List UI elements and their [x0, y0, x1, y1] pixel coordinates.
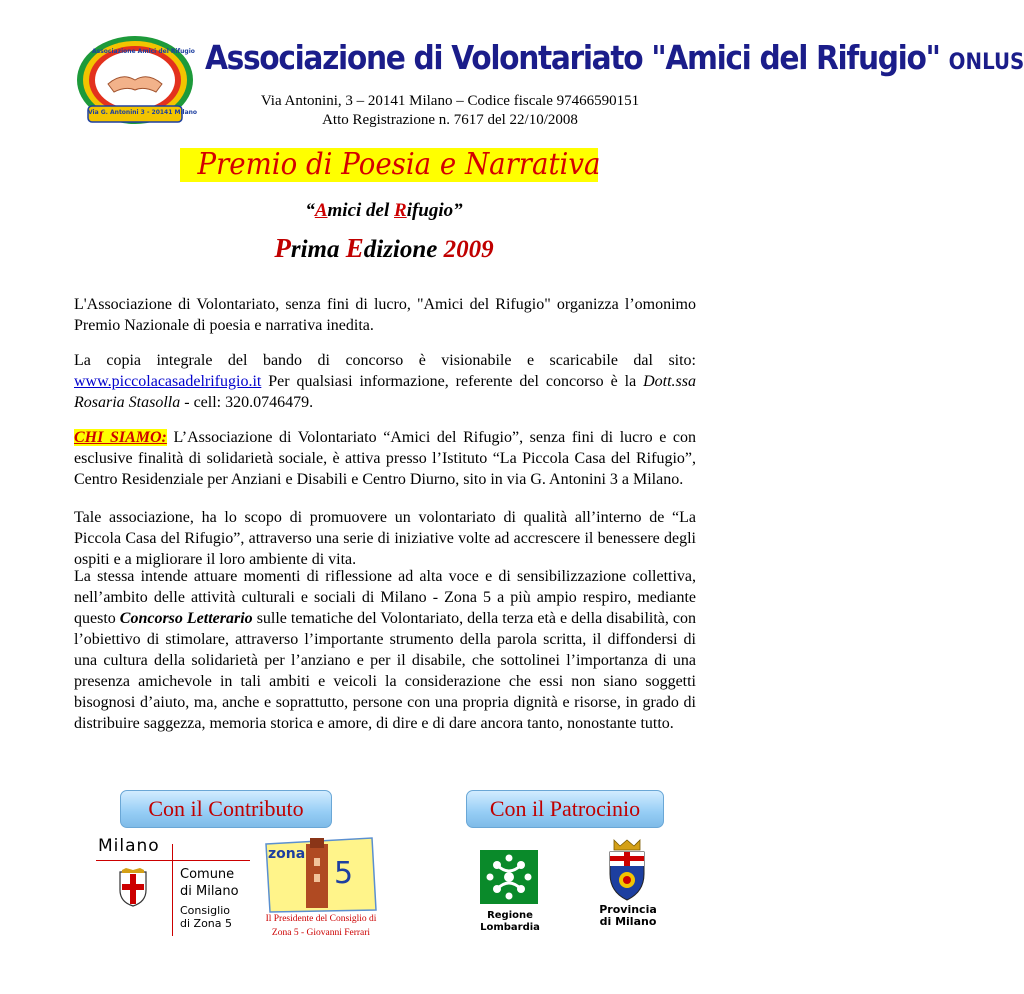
edition-title [0, 233, 768, 264]
comune-line2: di Milano [180, 884, 239, 899]
provincia-milano-logo [602, 838, 652, 902]
patronage-banner: Con il Patrocinio [466, 790, 664, 828]
zona-number: 5 [334, 856, 354, 891]
organization-title [205, 38, 1024, 77]
subtitle-quote-open: “ [305, 200, 315, 221]
contact-paragraph [74, 350, 696, 413]
about-paragraph [74, 427, 696, 490]
chi-siamo-label: CHI SIAMO: [74, 429, 167, 446]
rosa-camuna-icon [480, 850, 538, 904]
edition-word1: rima [290, 236, 346, 263]
zona-caption-line2: Zona 5 - Giovanni Ferrari [271, 928, 371, 938]
contest-name: Concorso Letterario [119, 610, 253, 627]
contact-text-b: Per qualsiasi informazione, referente del concorso è la [261, 373, 644, 390]
comune-label [180, 866, 239, 900]
consiglio-line1: Consiglio [180, 904, 230, 917]
prize-subtitle [0, 200, 768, 222]
regione-lombardia-logo [480, 850, 538, 904]
intro-paragraph: L'Associazione di Volontariato, senza fini di lucro, "Amici del Rifugio" organizza l’omonimo Premio Nazionale di poesia e narrativa inedita. [74, 296, 696, 334]
contact-text-a: La copia integrale del bando di concorso è visionabile e scaricabile dal sito: [74, 352, 696, 369]
address-line: Via Antonini, 3 – 20141 Milano – Codice fiscale 97466590151 [260, 93, 640, 109]
contact-name: Dott.ssa Rosaria Stasolla [74, 373, 696, 411]
regione-label-1: Regione [487, 910, 533, 921]
logo-ring-text: Associazione Amici del Rifugio [92, 48, 195, 55]
prize-title-text: Premio di Poesia e Narrativa [197, 147, 601, 182]
edition-initial-p: P [274, 233, 291, 263]
contribution-banner: Con il Contributo [120, 790, 332, 828]
org-suffix: ONLUS [948, 50, 1024, 75]
mission-paragraph [74, 566, 696, 734]
milano-city-label: Milano [98, 836, 160, 856]
subtitle-part1: mici del [327, 200, 395, 221]
subtitle-initial-a: A [314, 200, 328, 221]
subtitle-initial-r: R [394, 200, 407, 221]
consiglio-line2: di Zona 5 [180, 917, 233, 930]
website-link[interactable]: www.piccolacasadelrifugio.it [74, 373, 262, 390]
registration-line: Atto Registrazione n. 7617 del 22/10/2008 [322, 112, 578, 128]
provincia-label-1: Provincia [599, 903, 657, 916]
mission-text-a: La stessa intende attuare momenti di riflessione ad alta voce e di sensibilizzazione collettiva, nell’ambito delle attività culturali e sociali di Milano - Zona 5 a più ampio respiro, mediante questo [74, 568, 696, 627]
logo-ribbon-text: Via G. Antonini 3 - 20141 Milano [88, 109, 198, 116]
regione-label-2: Lombardia [480, 922, 540, 933]
milano-shield-icon [116, 868, 150, 908]
zona-word: zona [268, 846, 306, 862]
association-logo [74, 34, 196, 130]
edition-word2: dizione [363, 236, 444, 263]
provincia-label-2: di Milano [599, 915, 657, 928]
edition-initial-e: E [345, 233, 364, 263]
comune-milano-logo [94, 836, 252, 936]
about-text: L’Associazione di Volontariato “Amici del Rifugio”, senza fini di lucro e con esclusive finalità di solidarietà sociale, è attiva presso l’Istituto “La Piccola Casa del Rifugio”, Centro Residenziale per Anziani e Disabili e Centro Diurno, sito in via G. Antonini 3 a Milano. [74, 429, 697, 488]
subtitle-quote-close: ” [453, 200, 463, 221]
prize-title [180, 147, 601, 182]
logo-divider [96, 860, 250, 861]
comune-line1: Comune [180, 867, 235, 882]
purpose-paragraph: Tale associazione, ha lo scopo di promuovere un volontariato di qualità all’interno de “La Piccola Casa del Rifugio”, attraverso una serie di iniziative volte ad accrescere il benessere degli ospiti e a migliorare il loro ambiente di vita. [74, 509, 696, 568]
mission-text-b: sulle tematiche del Volontariato, della terza età e della disabilità, con l’obiettivo di stimolare, attraverso l’importante strumento della parola scritta, il diffondersi di una cultura della solidarietà per l’anziano e per il disabile, che sottolinei l’importanza di una presenza amichevole in tali ambiti e veicoli la considerazione che essi non siano soggetti bisognosi d’aiuto, ma, anche e soprattutto, persone con una propria dignità e risorse, in grado di distribuire saggezza, memoria storica e amore, di dire e di dare ancora tanto, nonostante tutto. [74, 610, 696, 732]
org-name: Associazione di Volontariato "Amici del Rifugio" [205, 38, 940, 77]
zona-caption-line1: Il Presidente del Consiglio di [265, 914, 377, 924]
subtitle-part2: ifugio [406, 200, 454, 221]
edition-year: 2009 [443, 236, 494, 263]
logo-divider-vertical [172, 844, 173, 936]
contact-phone: - cell: 320.0746479. [180, 394, 314, 411]
consiglio-label [180, 904, 232, 930]
